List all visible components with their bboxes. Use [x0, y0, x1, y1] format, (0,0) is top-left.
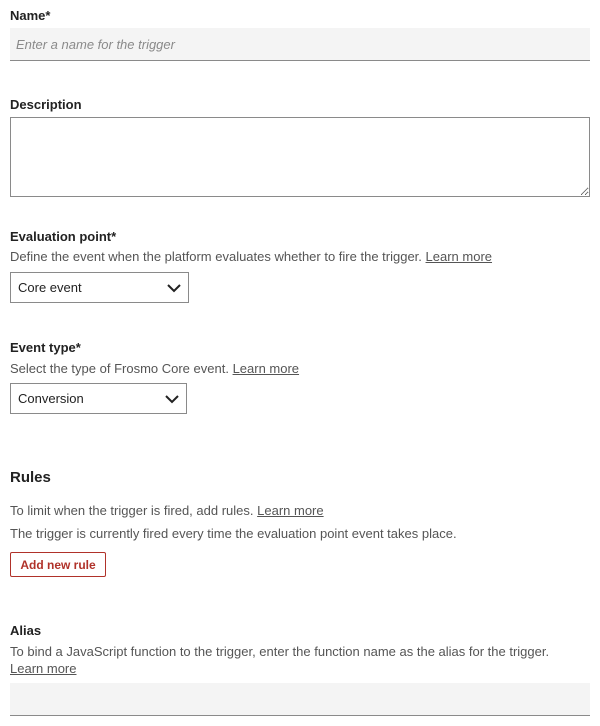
alias-help-text: To bind a JavaScript function to the trigger, enter the function name as the alias for the trigger.: [10, 644, 550, 659]
rules-title: Rules: [10, 469, 51, 486]
event-type-help-text: Select the type of Frosmo Core event.: [10, 361, 229, 376]
name-label: Name*: [10, 8, 51, 23]
event-type-select[interactable]: [10, 383, 187, 414]
alias-learn-more-link[interactable]: Learn more: [10, 661, 77, 676]
event-type-learn-more-link[interactable]: Learn more: [232, 361, 300, 376]
evaluation-point-help-text: Define the event when the platform evaluates whether to fire the trigger.: [10, 249, 422, 264]
description-textarea[interactable]: [10, 117, 590, 197]
alias-help-link-line: [10, 661, 76, 676]
evaluation-point-select[interactable]: [10, 272, 189, 303]
event-type-label: Event type*: [10, 340, 81, 355]
event-type-selected-value: Conversion: [18, 391, 84, 406]
rules-status-text: The trigger is currently fired every time the evaluation point event takes place.: [10, 526, 457, 541]
evaluation-point-learn-more-link[interactable]: Learn more: [425, 249, 493, 264]
chevron-down-icon: [165, 394, 179, 404]
add-new-rule-button[interactable]: Add new rule: [10, 552, 106, 577]
event-type-help: [10, 361, 299, 376]
description-label: Description: [10, 97, 82, 112]
evaluation-point-selected-value: Core event: [18, 280, 82, 295]
rules-help-text: To limit when the trigger is fired, add rules.: [10, 503, 254, 518]
evaluation-point-label: Evaluation point*: [10, 229, 117, 244]
alias-input[interactable]: [10, 683, 590, 716]
name-input[interactable]: [10, 28, 590, 61]
rules-learn-more-link[interactable]: Learn more: [257, 503, 324, 518]
rules-help: [10, 503, 324, 518]
evaluation-point-help: [10, 249, 492, 264]
chevron-down-icon: [167, 283, 181, 293]
alias-label: Alias: [10, 623, 42, 638]
